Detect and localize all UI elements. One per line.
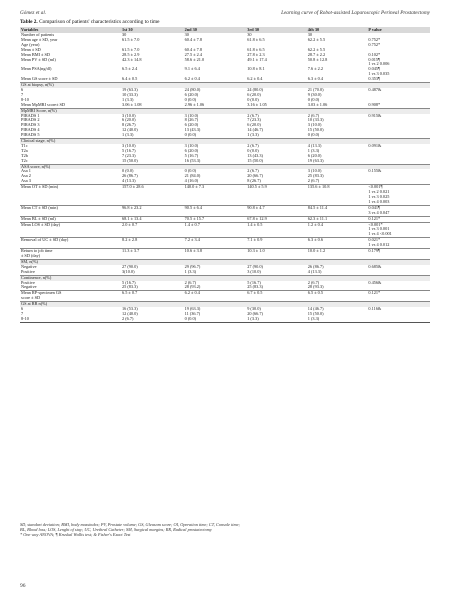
row-label-cell: Mean age ± SD, year: [21, 36, 58, 42]
table-cell: 30: [184, 32, 189, 37]
table-cell: 6.4 ± 0.5: [121, 76, 138, 82]
table-cell: 3 (10.0): [121, 112, 136, 118]
table-cell: 68.1 ± 13.4: [121, 216, 184, 222]
table-cell: 1 (3.3): [307, 147, 320, 153]
table-cell: 2.0 ± 0.7: [121, 222, 184, 238]
table-cell: 7.1 ± 0.9: [246, 238, 307, 249]
table-cell: 27 (90.0): [247, 263, 263, 269]
table-cell: 3 (10.0): [307, 122, 322, 128]
table-cell: 15 (50.0): [247, 157, 263, 163]
table-cell: 13 (43.3): [247, 152, 263, 158]
row-label-cell: Mean BL ± SD (ml): [20, 216, 121, 222]
table-cell: 61.8 ± 6.5: [247, 36, 265, 42]
table-cell: 1 (3.3): [121, 132, 134, 138]
table-cell: 4 (16.0): [184, 178, 199, 184]
row-label-cell: Continence, n(%): [20, 275, 121, 280]
table-cell: 50.8 ± 12.8: [307, 56, 328, 62]
row-label-cell: T1c: [21, 142, 28, 148]
table-row: [20, 249, 430, 260]
row-label-cell: Mean MpMRI score± SD: [21, 101, 66, 107]
row-label-cell: 6: [21, 306, 24, 312]
table-cell: 24 (80.0): [184, 86, 201, 92]
table-footnotes: [20, 522, 430, 537]
row-label-cell: Clinical stage, n(%): [20, 139, 121, 144]
table-cell: 0.487&: [368, 86, 382, 92]
table-cell: 6.5 ± 2.4: [121, 66, 138, 72]
table-cell: 0.685&: [368, 263, 382, 269]
table-cell: 21 (70.0): [307, 86, 324, 92]
table-cell: 1 (3.3): [246, 317, 307, 322]
table-cell: 29 (96.7): [184, 263, 201, 269]
table-cell: 7.2 ± 3.4: [184, 238, 247, 249]
table-cell: 16 (53.3): [184, 157, 201, 163]
table-cell: 90.8 ± 4.7: [246, 205, 307, 216]
table-caption: [20, 19, 159, 25]
row-label-cell: MpMRI Score, n(%): [20, 108, 121, 113]
table-cell: 5 (16.7): [247, 279, 261, 285]
table-cell: 0 (0.0): [184, 168, 197, 174]
table-cell: 3 (10.0): [184, 112, 199, 118]
row-label-cell: Mean ± SD: [21, 46, 41, 52]
table-cell: 2 (6.7): [121, 317, 184, 322]
table-cell: 15 (50.0): [307, 310, 324, 316]
table-cell: 4 (13.3): [121, 178, 136, 184]
table-cell: 27.5 ± 2.4: [184, 51, 202, 57]
row-label-cell: ASA score, n(%): [20, 164, 121, 169]
table-cell: 0.752*: [368, 36, 381, 42]
row-label-cell: T2b: [21, 152, 28, 158]
table-row: [20, 222, 430, 238]
table-cell: 4 (13.3): [307, 142, 322, 148]
table-cell: 2.96 ± 1.06: [184, 101, 205, 107]
column-header: Variables: [20, 27, 121, 33]
table-cell: 26 (86.7): [307, 263, 324, 269]
table-cell: 12 (40.0): [121, 127, 138, 133]
table-cell: 61.5 ± 7.0: [121, 36, 140, 42]
table-cell: 27.8 ± 2.3: [247, 51, 265, 57]
table-cell: 6 (20.0): [184, 91, 199, 97]
table-cell: 7.6 ± 2.2: [307, 66, 324, 72]
table-row: [20, 317, 430, 322]
table-cell: 0 (0.0): [307, 96, 320, 102]
table-cell: 0.045¶ 1 vs 3 0.035: [368, 66, 390, 77]
table-cell: 2 (6.7): [307, 112, 320, 118]
table-cell: 0 (0.0): [121, 168, 134, 174]
header-author: Gómez et al.: [20, 10, 47, 16]
table-cell: 70.5 ± 15.7: [184, 216, 247, 222]
table-cell: 1 (3.3): [307, 317, 368, 322]
table-cell: 7 (23.3): [121, 152, 136, 158]
table-cell: 0.179¶: [367, 249, 430, 260]
row-label-cell: Asa 2: [21, 173, 31, 179]
table-cell: 19 (63.3): [184, 306, 201, 312]
table-cell: 3 (10.0): [247, 268, 261, 274]
row-label-cell: 7: [21, 91, 24, 97]
table-cell: 60.4 ± 7.8: [184, 36, 202, 42]
table-cell: 62.3 ± 11.1: [307, 216, 368, 222]
table-cell: 6.3 ± 0.4: [307, 76, 324, 82]
patient-characteristics-table: [20, 27, 430, 323]
table-cell: 84.5 ± 11.4: [307, 205, 368, 216]
row-label-cell: Mean PSA(ng/dl): [21, 66, 52, 72]
table-cell: 30: [247, 32, 252, 37]
row-label-cell: Negative: [21, 263, 37, 269]
column-header: 3rd 30: [246, 27, 307, 33]
table-cell: 6.3 ± 0.6: [307, 238, 368, 249]
row-label-cell: 6: [21, 86, 24, 92]
table-cell: 8 (26.7): [247, 178, 261, 184]
table-cell: 10.3 ± 1.0: [246, 249, 307, 260]
page-number: 96: [20, 583, 26, 589]
row-label-cell: Mean LOS ± SD (day): [20, 222, 121, 238]
table-cell: 0.116&: [368, 306, 382, 312]
table-cell: 0 (0.0): [307, 132, 320, 138]
table-cell: 90.5 ± 6.4: [184, 205, 247, 216]
table-cell: 10.8 ± 8.1: [247, 66, 265, 72]
footnote-line: BL, Blood loss; LOS, Lenght of stay; UC, Urethral Catheter; SM, Surgical margins; RR, Radical prostatectomy: [20, 527, 212, 532]
table-cell: 25 (83.3): [307, 173, 324, 179]
row-label-cell: 8-10: [21, 96, 29, 102]
table-cell: 61.5 ± 7.0: [121, 46, 140, 52]
table-cell: <0.001* 1 vs 3 0.001 1 vs 4 <0.001: [367, 222, 430, 238]
table-cell: 0 (0.0): [184, 132, 197, 138]
header-running-title: Learning curve of Robot-assisted Laparoscopic Perineal Prostatectomy: [281, 10, 430, 16]
table-cell: 6 (20.0): [307, 152, 322, 158]
table-cell: 30: [307, 32, 313, 37]
row-label-cell: Age (year): [21, 41, 40, 47]
table-cell: 0.091&: [368, 142, 382, 148]
row-label-cell: T2c: [21, 157, 28, 163]
column-header: 2nd 30: [184, 27, 247, 33]
row-label-cell: SM, n(%): [20, 259, 121, 264]
row-label-cell: Mean PV ± SD (ml): [21, 56, 56, 62]
table-cell: 2 (6.7): [307, 279, 320, 285]
table-cell: 20 (66.7): [247, 310, 263, 316]
row-label-cell: 7: [21, 310, 24, 316]
table-cell: 62.2 ± 5.5: [307, 46, 326, 52]
table-cell: 14 (46.7): [307, 306, 324, 312]
row-label-cell: Mean GS score ± SD: [21, 76, 58, 82]
table-cell: 19 (63.3): [307, 157, 324, 163]
row-label-cell: GS at RR n(%): [20, 302, 121, 307]
row-label-cell: Positive: [21, 279, 35, 285]
table-cell: 157.0 ± 28.6: [121, 185, 184, 206]
table-cell: <0.001¶ 1 vs 2 0.021 1 vs 3 0.025 1 vs 4 0.003: [367, 185, 430, 206]
table-cell: 30: [121, 32, 127, 37]
table-cell: 6.2 ± 0.4: [184, 291, 247, 302]
table-cell: 10 (33.3): [307, 117, 324, 123]
table-cell: 0 (0.0): [184, 317, 247, 322]
table-cell: 49.1 ± 17.4: [247, 56, 267, 62]
table-cell: 8.2 ± 2.8: [121, 238, 184, 249]
table-cell: 0.121*: [367, 216, 430, 222]
table-cell: 42.3 ± 14.8: [121, 56, 142, 62]
table-cell: 8 (26.7): [121, 122, 136, 128]
table-cell: 3.06 ± 1.08: [121, 101, 142, 107]
table-cell: 62.2 ± 5.5: [307, 36, 326, 42]
table-cell: 58.6 ± 21.0: [184, 56, 205, 62]
table-cell: 3 (10.0): [121, 142, 136, 148]
table-caption-label: Table 2.: [20, 19, 38, 25]
table-cell: 96.8 ± 23.2: [121, 205, 184, 216]
table-cell: 60.4 ± 7.8: [184, 46, 202, 52]
table-cell: 5 (16.7): [121, 279, 136, 285]
row-label-cell: Removal of UC ± SD (day): [20, 238, 121, 249]
table-cell: 26 (86.7): [121, 173, 138, 179]
table-body: [20, 27, 430, 322]
table-cell: 9.1 ± 6.4: [184, 66, 200, 72]
table-cell: 28 (93.2): [184, 284, 201, 290]
table-cell: 25 (83.3): [121, 284, 138, 290]
row-label-cell: T2a: [21, 147, 28, 153]
table-cell: 9 (30.0): [247, 306, 261, 312]
row-label-cell: 8-10: [20, 317, 121, 322]
row-label-cell: PIRADS 1: [21, 112, 40, 118]
table-cell: 28.7 ± 2.2: [307, 51, 326, 57]
table-cell: 0.908*: [368, 101, 381, 107]
table-cell: 1 (3.3): [121, 96, 134, 102]
table-cell: 3 (10.0): [184, 142, 199, 148]
table-cell: 14 (46.7): [247, 127, 263, 133]
table-cell: 2 (6.7): [307, 178, 320, 184]
table-cell: 15 (50.0): [121, 157, 138, 163]
table-cell: 6 (20.0): [247, 91, 261, 97]
row-label-cell: Negative: [21, 284, 37, 290]
table-cell: 6.5 ± 0.7: [121, 291, 184, 302]
table-cell: 0 (0.0): [184, 96, 197, 102]
table-cell: 0.041¶ 3 vs 4 0.047: [367, 205, 430, 216]
table-cell: 0 (0.0): [247, 96, 259, 102]
table-cell: 61.8 ± 6.5: [247, 46, 265, 52]
row-label-cell: Mean BMI ± SD: [21, 51, 50, 57]
table-cell: 19 (63.3): [121, 86, 138, 92]
footnote-line: SD, standart deviation; BMI, body massindex; PV, Prostate volume; GS, Gleasom score; OI, Operation time; CT, Console time;: [20, 522, 240, 527]
row-label-cell: Mean RP-specimen GS score ± SD: [20, 291, 121, 302]
table-row: [20, 238, 430, 249]
table-cell: 6 (20.0): [184, 122, 199, 128]
table-cell: 28.5 ± 2.9: [121, 51, 140, 57]
table-cell: 28 (93.3): [307, 284, 324, 290]
table-cell: 0.102*: [368, 51, 381, 57]
table-cell: 140.5 ± 5.9: [246, 185, 307, 206]
row-label-cell: PIRADS 3: [21, 122, 40, 128]
table-cell: 6.7 ± 0.5: [246, 291, 307, 302]
table-cell: 20 (66.7): [247, 173, 263, 179]
table-cell: 1.4 ± 0.7: [184, 222, 247, 238]
table-cell: 6 (20.0): [184, 147, 199, 153]
table-cell: 1.4 ± 0.5: [246, 222, 307, 238]
table-cell: 21 (84.0): [184, 173, 201, 179]
table-cell: 1 (3.3): [247, 132, 259, 138]
table-cell: 0.752*: [368, 41, 381, 47]
column-header: P value: [367, 27, 430, 33]
table-cell: 6 (20.0): [121, 117, 136, 123]
table-cell: 11 (36.7): [184, 310, 201, 316]
table-cell: 6.2 ± 0.4: [184, 76, 200, 82]
table-cell: 135.6 ± 10.8: [307, 185, 368, 206]
table-cell: 13 (43.3): [184, 127, 201, 133]
table-cell: [367, 317, 430, 322]
table-cell: 3.16 ± 1.05: [247, 101, 267, 107]
row-label-cell: Asa 3: [21, 178, 31, 184]
row-label-cell: Positive: [21, 268, 35, 274]
table-cell: 3 (10.0): [307, 168, 322, 174]
table-caption-text: Comparison of patients' characteristics according to time: [37, 19, 160, 25]
table-cell: 0.015¶ 1 vs 2 0.006: [368, 56, 390, 67]
table-cell: 2 (6.7): [247, 112, 259, 118]
row-label-cell: GS at biopsy, n(%): [20, 83, 121, 88]
table-cell: 15 (50.0): [307, 127, 324, 133]
table-cell: 0.456&: [368, 279, 382, 285]
table-row: [20, 291, 430, 302]
table-cell: 3.03 ± 1.06: [307, 101, 328, 107]
table-cell: 6.2 ± 0.4: [247, 76, 263, 82]
row-label-cell: PIRADS 2: [21, 117, 40, 123]
row-label-cell: Mean CT ± SD (min): [20, 205, 121, 216]
table-cell: 8 (26.7): [184, 117, 199, 123]
table-cell: 140.0 ± 7.3: [184, 185, 247, 206]
table-cell: 24 (80.0): [247, 86, 263, 92]
table-cell: 6.5 ± 0.5: [307, 291, 368, 302]
table-cell: 0.121*: [367, 291, 430, 302]
table-cell: 0.915&: [368, 112, 382, 118]
table-cell: 25 (83.3): [247, 284, 263, 290]
footnote-line: * One way ANOVA; ¶ Kruskal Wallis test; & Fisher's Exact Test: [20, 532, 131, 537]
table-cell: 12 (40.0): [121, 310, 138, 316]
table-cell: 0.353¶: [368, 76, 380, 82]
column-header: 1st 30: [121, 27, 184, 33]
table-cell: 3(10.0): [121, 268, 135, 274]
table-cell: 0.021* 1 vs 4 0.012: [367, 238, 430, 249]
table-cell: 6 (20.0): [247, 122, 261, 128]
table-cell: 1.2 ± 0.4: [307, 222, 368, 238]
table-cell: 1 (3.3): [184, 268, 197, 274]
column-header: 4th 30: [307, 27, 368, 33]
table-row: [20, 205, 430, 216]
table-cell: 0 (0.0): [247, 147, 259, 153]
table-cell: 11.3 ± 3.7: [121, 249, 184, 260]
table-cell: 4 (13.3): [307, 268, 322, 274]
row-label-cell: PIRADS 4: [21, 127, 40, 133]
table-row: [20, 185, 430, 206]
row-label-cell: Return to job time ± SD (day): [20, 249, 121, 260]
table-cell: 27 (90.0): [121, 263, 138, 269]
table-cell: 10 (33.3): [121, 91, 138, 97]
table-cell: 0.155&: [368, 168, 382, 174]
table-cell: 10.6 ± 3.8: [184, 249, 247, 260]
row-label-cell: Asa 1: [21, 168, 31, 174]
row-label-cell: PIRADS 5: [21, 132, 40, 138]
table-cell: 9 (30.0): [307, 91, 322, 97]
row-label-cell: Mean OT ± SD (min): [20, 185, 121, 206]
table-cell: 2 (6.7): [184, 279, 197, 285]
row-label-cell: Number of patients: [21, 32, 55, 37]
table-cell: 2 (6.7): [247, 142, 259, 148]
table-cell: 16 (53.3): [121, 306, 138, 312]
table-cell: 7 (23.3): [247, 117, 261, 123]
table-cell: 2 (6.7): [247, 168, 259, 174]
table-cell: 5 (16.7): [121, 147, 136, 153]
table-cell: 67.8 ± 12.9: [246, 216, 307, 222]
table-cell: 5 (16.7): [184, 152, 199, 158]
table-cell: 10.0 ± 1.2: [307, 249, 368, 260]
